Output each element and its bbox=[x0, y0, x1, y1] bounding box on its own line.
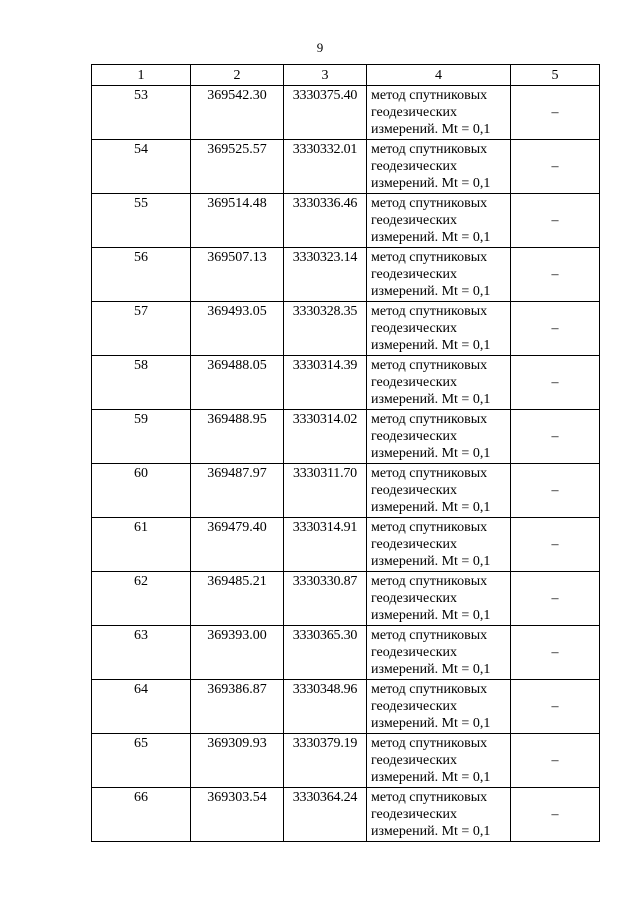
method-line: измерений. Mt = 0,1 bbox=[371, 176, 491, 191]
method-line: измерений. Mt = 0,1 bbox=[371, 284, 491, 299]
note-cell: – bbox=[511, 302, 600, 356]
y-coordinate-cell: 3330375.40 bbox=[284, 86, 367, 140]
x-coordinate-cell: 369488.05 bbox=[191, 356, 284, 410]
method-line: геодезических bbox=[371, 429, 458, 444]
y-coordinate-cell: 3330314.39 bbox=[284, 356, 367, 410]
note-cell: – bbox=[511, 140, 600, 194]
page-number: 9 bbox=[316, 40, 324, 55]
method-line: геодезических bbox=[371, 483, 458, 498]
table-row bbox=[92, 572, 600, 626]
table-row bbox=[92, 788, 600, 842]
method-line: измерений. Mt = 0,1 bbox=[371, 770, 491, 785]
method-line: геодезических bbox=[371, 321, 458, 336]
table-row bbox=[92, 194, 600, 248]
x-coordinate-cell: 369493.05 bbox=[191, 302, 284, 356]
method-line: метод спутниковых bbox=[371, 196, 488, 211]
method-line: геодезических bbox=[371, 591, 458, 606]
method-cell bbox=[367, 302, 511, 356]
method-line: метод спутниковых bbox=[371, 304, 488, 319]
note-cell: – bbox=[511, 410, 600, 464]
point-number-cell: 63 bbox=[92, 626, 191, 680]
table-row bbox=[92, 410, 600, 464]
column-header: 2 bbox=[191, 65, 284, 86]
y-coordinate-cell: 3330330.87 bbox=[284, 572, 367, 626]
method-line: метод спутниковых bbox=[371, 682, 488, 697]
x-coordinate-cell: 369309.93 bbox=[191, 734, 284, 788]
method-line: измерений. Mt = 0,1 bbox=[371, 392, 491, 407]
point-number-cell: 58 bbox=[92, 356, 191, 410]
method-line: метод спутниковых bbox=[371, 142, 488, 157]
point-number-cell: 60 bbox=[92, 464, 191, 518]
table-row bbox=[92, 356, 600, 410]
point-number-cell: 64 bbox=[92, 680, 191, 734]
table-row bbox=[92, 248, 600, 302]
column-header: 1 bbox=[92, 65, 191, 86]
coordinates-table bbox=[91, 64, 600, 842]
method-line: метод спутниковых bbox=[371, 88, 488, 103]
table-row bbox=[92, 626, 600, 680]
note-cell: – bbox=[511, 680, 600, 734]
method-line: метод спутниковых bbox=[371, 736, 488, 751]
method-cell bbox=[367, 788, 511, 842]
y-coordinate-cell: 3330365.30 bbox=[284, 626, 367, 680]
method-cell bbox=[367, 680, 511, 734]
method-line: измерений. Mt = 0,1 bbox=[371, 824, 491, 839]
method-line: геодезических bbox=[371, 807, 458, 822]
method-line: метод спутниковых bbox=[371, 466, 488, 481]
method-cell bbox=[367, 734, 511, 788]
point-number-cell: 54 bbox=[92, 140, 191, 194]
table-row bbox=[92, 86, 600, 140]
x-coordinate-cell: 369514.48 bbox=[191, 194, 284, 248]
method-line: измерений. Mt = 0,1 bbox=[371, 230, 491, 245]
column-header: 3 bbox=[284, 65, 367, 86]
point-number-cell: 62 bbox=[92, 572, 191, 626]
note-cell: – bbox=[511, 194, 600, 248]
method-line: измерений. Mt = 0,1 bbox=[371, 662, 491, 677]
table-row bbox=[92, 140, 600, 194]
method-line: метод спутниковых bbox=[371, 412, 488, 427]
x-coordinate-cell: 369542.30 bbox=[191, 86, 284, 140]
y-coordinate-cell: 3330336.46 bbox=[284, 194, 367, 248]
method-cell bbox=[367, 572, 511, 626]
method-line: метод спутниковых bbox=[371, 358, 488, 373]
x-coordinate-cell: 369507.13 bbox=[191, 248, 284, 302]
method-line: геодезических bbox=[371, 753, 458, 768]
method-cell bbox=[367, 194, 511, 248]
method-line: геодезических bbox=[371, 699, 458, 714]
method-line: геодезических bbox=[371, 537, 458, 552]
method-line: измерений. Mt = 0,1 bbox=[371, 338, 491, 353]
y-coordinate-cell: 3330379.19 bbox=[284, 734, 367, 788]
method-cell bbox=[367, 410, 511, 464]
method-line: метод спутниковых bbox=[371, 628, 488, 643]
point-number-cell: 59 bbox=[92, 410, 191, 464]
table-header-row bbox=[92, 65, 600, 86]
note-cell: – bbox=[511, 518, 600, 572]
x-coordinate-cell: 369386.87 bbox=[191, 680, 284, 734]
method-cell bbox=[367, 248, 511, 302]
point-number-cell: 66 bbox=[92, 788, 191, 842]
point-number-cell: 53 bbox=[92, 86, 191, 140]
method-line: метод спутниковых bbox=[371, 574, 488, 589]
point-number-cell: 56 bbox=[92, 248, 191, 302]
y-coordinate-cell: 3330332.01 bbox=[284, 140, 367, 194]
method-line: геодезических bbox=[371, 645, 458, 660]
point-number-cell: 65 bbox=[92, 734, 191, 788]
x-coordinate-cell: 369479.40 bbox=[191, 518, 284, 572]
method-cell bbox=[367, 464, 511, 518]
method-line: геодезических bbox=[371, 159, 458, 174]
y-coordinate-cell: 3330348.96 bbox=[284, 680, 367, 734]
note-cell: – bbox=[511, 788, 600, 842]
y-coordinate-cell: 3330314.91 bbox=[284, 518, 367, 572]
method-cell bbox=[367, 518, 511, 572]
table-row bbox=[92, 734, 600, 788]
method-line: измерений. Mt = 0,1 bbox=[371, 500, 491, 515]
method-line: измерений. Mt = 0,1 bbox=[371, 716, 491, 731]
note-cell: – bbox=[511, 86, 600, 140]
point-number-cell: 57 bbox=[92, 302, 191, 356]
method-line: геодезических bbox=[371, 105, 458, 120]
point-number-cell: 55 bbox=[92, 194, 191, 248]
point-number-cell: 61 bbox=[92, 518, 191, 572]
column-header: 4 bbox=[367, 65, 511, 86]
x-coordinate-cell: 369525.57 bbox=[191, 140, 284, 194]
method-line: геодезических bbox=[371, 213, 458, 228]
table-row bbox=[92, 680, 600, 734]
note-cell: – bbox=[511, 464, 600, 518]
method-line: измерений. Mt = 0,1 bbox=[371, 554, 491, 569]
method-cell bbox=[367, 86, 511, 140]
table-row bbox=[92, 302, 600, 356]
x-coordinate-cell: 369303.54 bbox=[191, 788, 284, 842]
x-coordinate-cell: 369393.00 bbox=[191, 626, 284, 680]
note-cell: – bbox=[511, 734, 600, 788]
method-line: метод спутниковых bbox=[371, 790, 488, 805]
method-line: геодезических bbox=[371, 375, 458, 390]
note-cell: – bbox=[511, 356, 600, 410]
y-coordinate-cell: 3330323.14 bbox=[284, 248, 367, 302]
method-line: измерений. Mt = 0,1 bbox=[371, 608, 491, 623]
y-coordinate-cell: 3330314.02 bbox=[284, 410, 367, 464]
method-line: метод спутниковых bbox=[371, 520, 488, 535]
method-line: измерений. Mt = 0,1 bbox=[371, 446, 491, 461]
method-line: геодезических bbox=[371, 267, 458, 282]
table-row bbox=[92, 464, 600, 518]
y-coordinate-cell: 3330328.35 bbox=[284, 302, 367, 356]
x-coordinate-cell: 369488.95 bbox=[191, 410, 284, 464]
method-cell bbox=[367, 356, 511, 410]
method-line: измерений. Mt = 0,1 bbox=[371, 122, 491, 137]
note-cell: – bbox=[511, 248, 600, 302]
y-coordinate-cell: 3330311.70 bbox=[284, 464, 367, 518]
note-cell: – bbox=[511, 572, 600, 626]
column-header: 5 bbox=[511, 65, 600, 86]
x-coordinate-cell: 369485.21 bbox=[191, 572, 284, 626]
method-cell bbox=[367, 140, 511, 194]
note-cell: – bbox=[511, 626, 600, 680]
x-coordinate-cell: 369487.97 bbox=[191, 464, 284, 518]
y-coordinate-cell: 3330364.24 bbox=[284, 788, 367, 842]
method-cell bbox=[367, 626, 511, 680]
table-row bbox=[92, 518, 600, 572]
method-line: метод спутниковых bbox=[371, 250, 488, 265]
